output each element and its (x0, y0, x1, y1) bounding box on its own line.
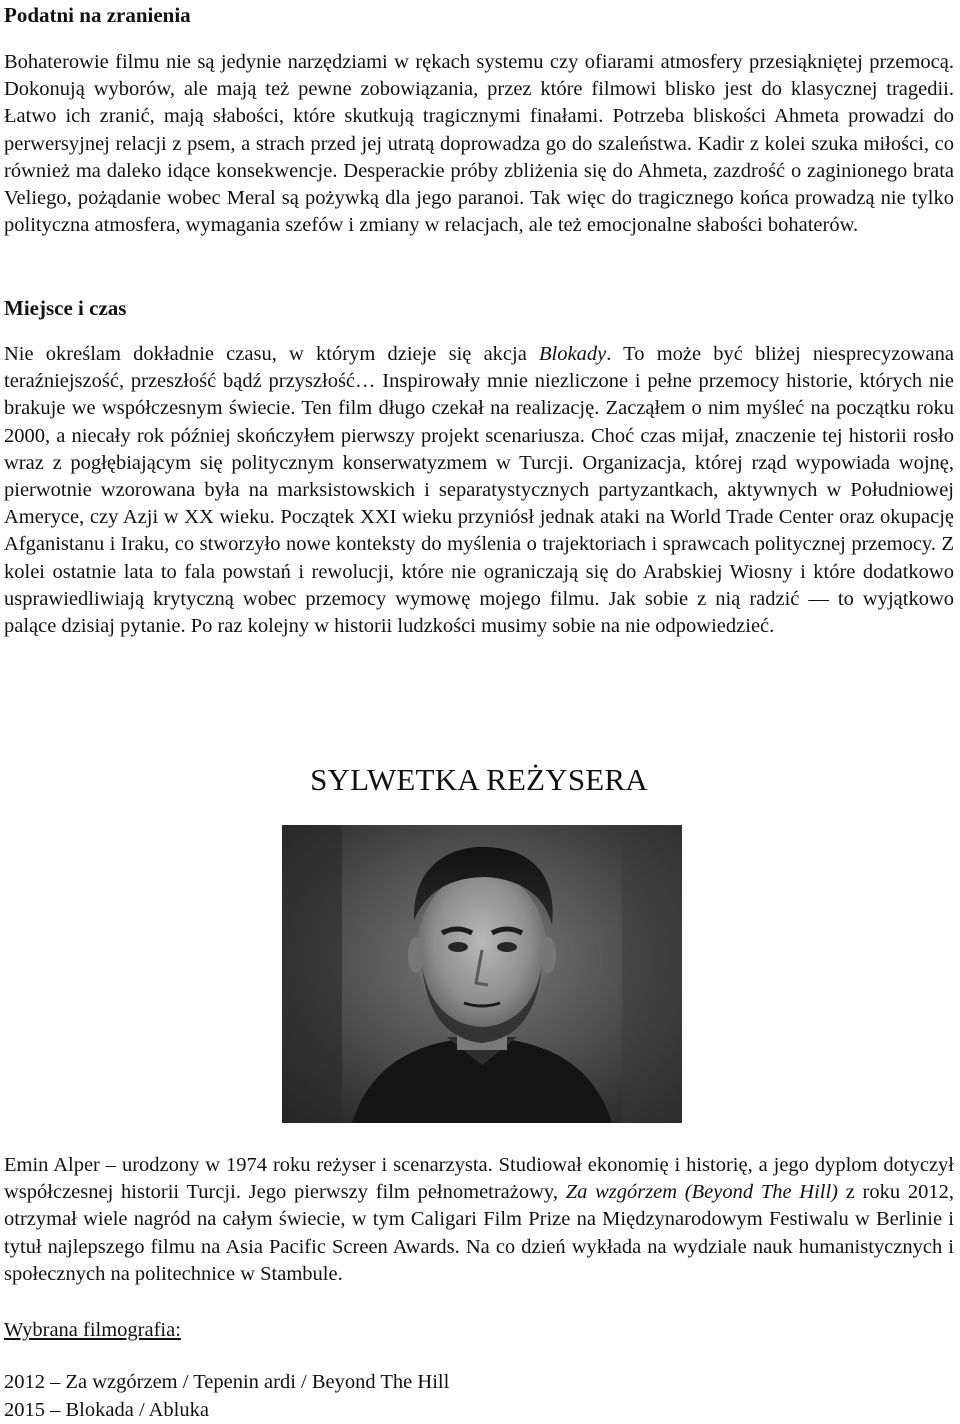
filmography-item: 2015 – Blokada / Abluka (4, 1398, 209, 1421)
bio-text: z roku 2012, otrzymał wiele nagród na całym świecie, w tym Caligari Film Prize na Międzynarodowym Festiwalu w Berlinie i tytuł najlepszego filmu na Asia Pacific Screen Awards. Na co dzień wykłada na wydziale nauk humanistycznych i społecznych na politechnice w Stambule. (4, 1181, 954, 1285)
filmography-list (4, 1369, 449, 1424)
paragraph-text: Nie określam dokładnie czasu, w którym dzieje się akcja (4, 343, 540, 365)
film-title-italic: Blokady (539, 343, 607, 365)
bio-text: Emin Alper – urodzony w 1974 roku reżyser i scenarzysta. Studiował ekonomię i historię, a jego dyplom dotyczył współczesnej historii Turcji. Jego pierwszy film pełnometrażowy, (4, 1154, 954, 1204)
director-section-title: SYLWETKA REŻYSERA (310, 762, 648, 797)
paragraph-text: . To może być bliżej niesprecyzowana teraźniejszość, przeszłość bądź przyszłość… Inspirowały mnie niezliczone i pełne przemocy historie, których nie brakuje we współczesnym świecie. Ten film długo czekał na realizację. Zacząłem o nim myśleć na początku roku 2000, a niecały rok później skończyłem pierwszy projekt scenariusza. Choć czas mijał, znaczenie tej historii rosło wraz z pogłębiającym się politycznym konserwatyzmem w Turcji. Organizacja, której rząd wypowiada wojnę, pierwotnie wzorowana była na marksistowskich i separatystycznych partyzantkach, aktywnych w Południowej Ameryce, czy Azji w XX wieku. Początek XXI wieku przyniósł jednak ataki na World Trade Center oraz okupację Afganistanu i Iraku, co stworzyło nowe konteksty do myślenia o trajektoriach i sprawcach politycznej przemocy. Z kolei ostatnie lata to fala powstań i rewolucji, które nie ograniczają się do Arabskiej Wiosny i które dodatkowo usprawiedliwiają krytyczną wobec przemocy wymowę mojego filmu. Jak sobie z nią radzić — to wyjątkowo palące dzisiaj pytanie. Po raz kolejny w historii ludzkości musimy sobie na nie odpowiedzieć. (4, 343, 954, 638)
filmography-title: Wybrana filmografia: (4, 1319, 181, 1341)
section-heading-vulnerable: Podatni na zranienia (4, 3, 191, 27)
filmography-item: 2012 – Za wzgórzem / Tepenin ardi / Beyond The Hill (4, 1371, 450, 1393)
director-portrait-photo (282, 825, 682, 1123)
section-heading-place-time: Miejsce i czas (4, 296, 127, 320)
section-paragraph-place-time (4, 341, 954, 640)
section-paragraph-vulnerable: Bohaterowie filmu nie są jedynie narzędziami w rękach systemu czy ofiarami atmosfery przesiąkniętej przemocą. Dokonują wyborów, ale mają też pewne zobowiązania, przez które filmowi blisko jest do klasycznej tragedii. Łatwo ich zranić, mają słabości, które skutkują tragicznymi finałami. Potrzeba bliskości Ahmeta prowadzi do perwersyjnej relacji z psem, a strach przed jej utratą doprowadza go do szaleństwa. Kadir z kolei szuka miłości, co również ma daleko idące konsekwencje. Desperackie próby zbliżenia się do Ahmeta, zazdrość o zaginionego brata Veliego, pożądanie wobec Meral są pożywką dla jego paranoi. Tak więc do tragicznego końca prowadzą nie tylko polityczna atmosfera, wymagania szefów i zmiany w relacjach, ale też emocjonalne słabości bohaterów. (4, 51, 954, 237)
director-bio-paragraph (4, 1152, 954, 1288)
film-title-italic: Za wzgórzem (Beyond The Hill) (565, 1181, 839, 1204)
